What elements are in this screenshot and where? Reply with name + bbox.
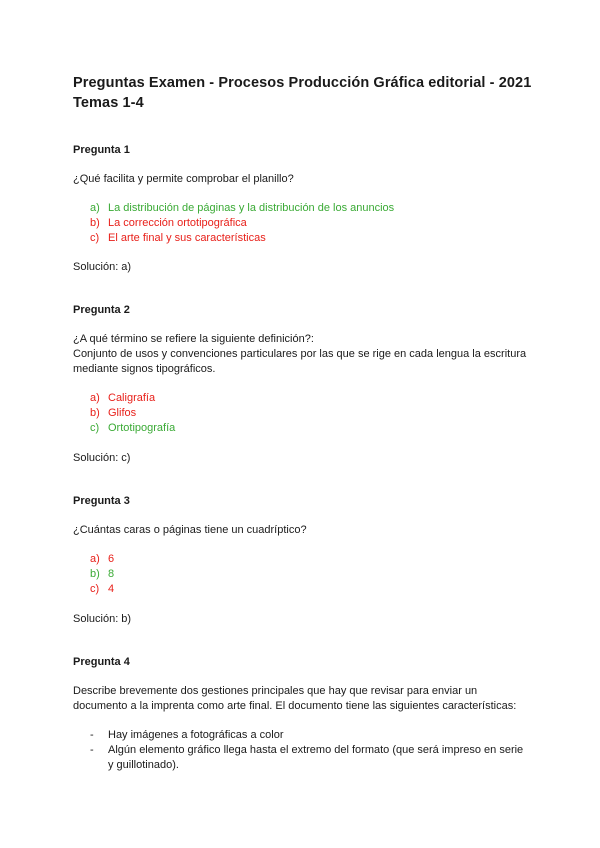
- document-title: [73, 73, 553, 113]
- option-2b: b) Glifos: [90, 407, 137, 419]
- question-1-options: [90, 201, 394, 246]
- question-3-solution: Solución: b): [73, 613, 132, 625]
- option-2a: a) Caligrafía: [90, 392, 156, 404]
- question-2-prompt: ¿A qué término se refiere la siguiente definición?:: [73, 333, 314, 345]
- question-1-heading: Pregunta 1: [73, 144, 130, 156]
- title-line-1: Preguntas Examen - Procesos Producción Gráfica editorial - 2021: [73, 75, 532, 91]
- option-1c: c) El arte final y sus características: [90, 232, 266, 244]
- title-line-2: Temas 1-4: [73, 95, 144, 111]
- question-2-options: [90, 391, 175, 436]
- option-3c: c) 4: [90, 583, 115, 595]
- question-1-solution: Solución: a): [73, 261, 132, 273]
- question-3-heading: Pregunta 3: [73, 495, 130, 507]
- bullet-item: - Hay imágenes a fotográficas a color: [90, 729, 284, 741]
- option-2c: c) Ortotipografía: [90, 422, 176, 434]
- question-2-solution: Solución: c): [73, 452, 131, 464]
- option-3a: a) 6: [90, 553, 115, 565]
- question-4-bullets: [90, 728, 530, 773]
- bullet-item: - Algún elemento gráfico llega hasta el extremo del formato (que será impreso en serie y guillotinado).: [90, 744, 524, 771]
- question-2-definition: Conjunto de usos y convenciones particulares por las que se rige en cada lengua la escritura mediante signos tipográficos.: [73, 348, 527, 375]
- option-1b: b) La corrección ortotipográfica: [90, 217, 247, 229]
- question-4-heading: Pregunta 4: [73, 656, 130, 668]
- question-2-heading: Pregunta 2: [73, 304, 130, 316]
- question-4-prompt: Describe brevemente dos gestiones principales que hay que revisar para enviar un documento a la imprenta como arte final. El documento tiene las siguientes características:: [73, 685, 517, 712]
- question-1-prompt: ¿Qué facilita y permite comprobar el planillo?: [73, 173, 294, 185]
- question-3-options: [90, 552, 114, 597]
- option-3b: b) 8: [90, 568, 115, 580]
- option-1a: a) La distribución de páginas y la distribución de los anuncios: [90, 202, 395, 214]
- question-3-prompt: ¿Cuántas caras o páginas tiene un cuadríptico?: [73, 524, 307, 536]
